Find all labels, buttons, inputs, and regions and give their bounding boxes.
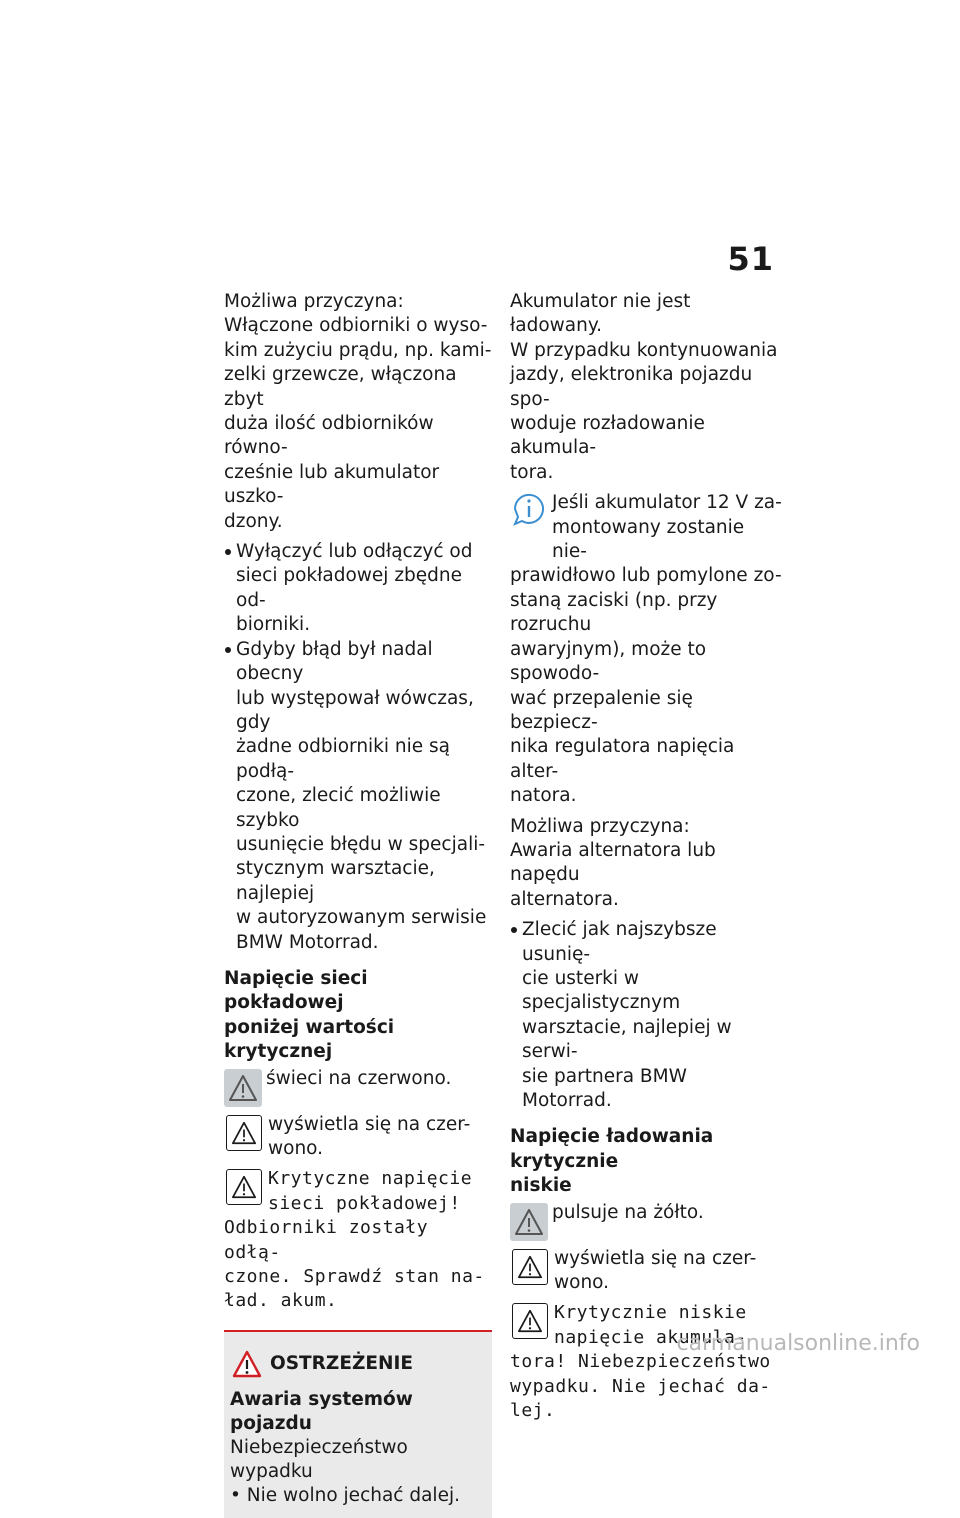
warning-box <box>224 1330 492 1518</box>
left-cause-paragraph: Możliwa przyczyna: Włączone odbiorniki o wyso- kim zużyciu prądu, np. kami- zelki grzewcze, włączona zbyt duża ilość odbiorników równo- cześnie lub akumulator uszko- dzony. <box>224 291 492 532</box>
warning-triangle-icon <box>226 1115 262 1151</box>
left-symbol-row-3 <box>224 1167 492 1216</box>
page-number: 51 <box>727 240 774 278</box>
left-section-heading: Napięcie sieci pokładowej poniżej wartości krytycznej <box>224 967 395 1063</box>
left-symbol-row-1: świeci na czerwono. <box>224 1067 492 1107</box>
info-note-continued: prawidłowo lub pomylone zo- staną zaciski (np. przy rozruchu awaryjnym), może to spowodo- wać przepalenie się bezpiecz- nika regulatora napięcia alter- natora. <box>510 565 782 807</box>
right-cause-paragraph: Możliwa przyczyna: Awaria alternatora lub napędu alternatora. <box>510 815 716 910</box>
warning-title: OSTRZEŻENIE <box>232 1350 486 1378</box>
warning-triangle-icon <box>224 1069 262 1107</box>
list-item: Zlecić jak najszybsze usunię- cie usterki w specjalistycznym warsztacie, najlepiej w serwi- sie partnera BMW Motorrad. <box>510 918 782 1113</box>
display-message: Krytycznie niskie napięcie akumula- <box>554 1302 747 1348</box>
list-item: Wyłączyć lub odłączyć od sieci pokładowej zbędne od- biorniki. <box>224 540 492 638</box>
warning-line: Niebezpieczeństwo wypadku <box>230 1436 408 1482</box>
list-item: Gdyby błąd był nadal obecny lub występował wówczas, gdy żadne odbiorniki nie są podłą- czone, zlecić możliwie szybko usunięcie błędu w specjali- stycznym warsztacie, najlepiej w autoryzowanym serwisie BMW Motorrad. <box>224 638 492 955</box>
watermark: carmanualsonline.info <box>676 1331 920 1356</box>
warning-bullet: • Nie wolno jechać dalej. <box>230 1484 460 1506</box>
right-intro-paragraph: Akumulator nie jest ładowany. W przypadku kontynuowania jazdy, elektronika pojazdu spo- woduje rozładowanie akumula- tora. <box>510 291 778 483</box>
display-message-continued: Odbiorniki zostały odłą- czone. Sprawdź stan na- ład. akum. <box>224 1217 485 1312</box>
right-column <box>510 290 782 1429</box>
right-bullet-list <box>510 918 782 1113</box>
left-bullet-list <box>224 540 492 955</box>
warning-triangle-icon <box>226 1169 262 1205</box>
right-symbol-row-2: wyświetla się na czer- wono. <box>510 1247 782 1296</box>
left-symbol-row-2: wyświetla się na czer- wono. <box>224 1113 492 1162</box>
info-icon <box>510 491 548 527</box>
display-message: Krytyczne napięcie sieci pokładowej! <box>268 1168 473 1214</box>
left-column <box>224 290 492 1518</box>
display-message-continued: tora! Niebezpieczeństwo wypadku. Nie jechać da- lej. <box>510 1351 771 1422</box>
warning-subtitle: Awaria systemów pojazdu <box>230 1388 413 1434</box>
warning-triangle-icon <box>510 1203 548 1241</box>
right-symbol-row-1: pulsuje na żółto. <box>510 1201 782 1241</box>
info-note: Jeśli akumulator 12 V za- montowany zostanie nie- <box>510 491 782 564</box>
warning-red-triangle-icon <box>232 1350 262 1378</box>
right-section-heading: Napięcie ładowania krytycznie niskie <box>510 1126 714 1197</box>
warning-triangle-icon <box>512 1249 548 1285</box>
warning-triangle-icon <box>512 1303 548 1339</box>
